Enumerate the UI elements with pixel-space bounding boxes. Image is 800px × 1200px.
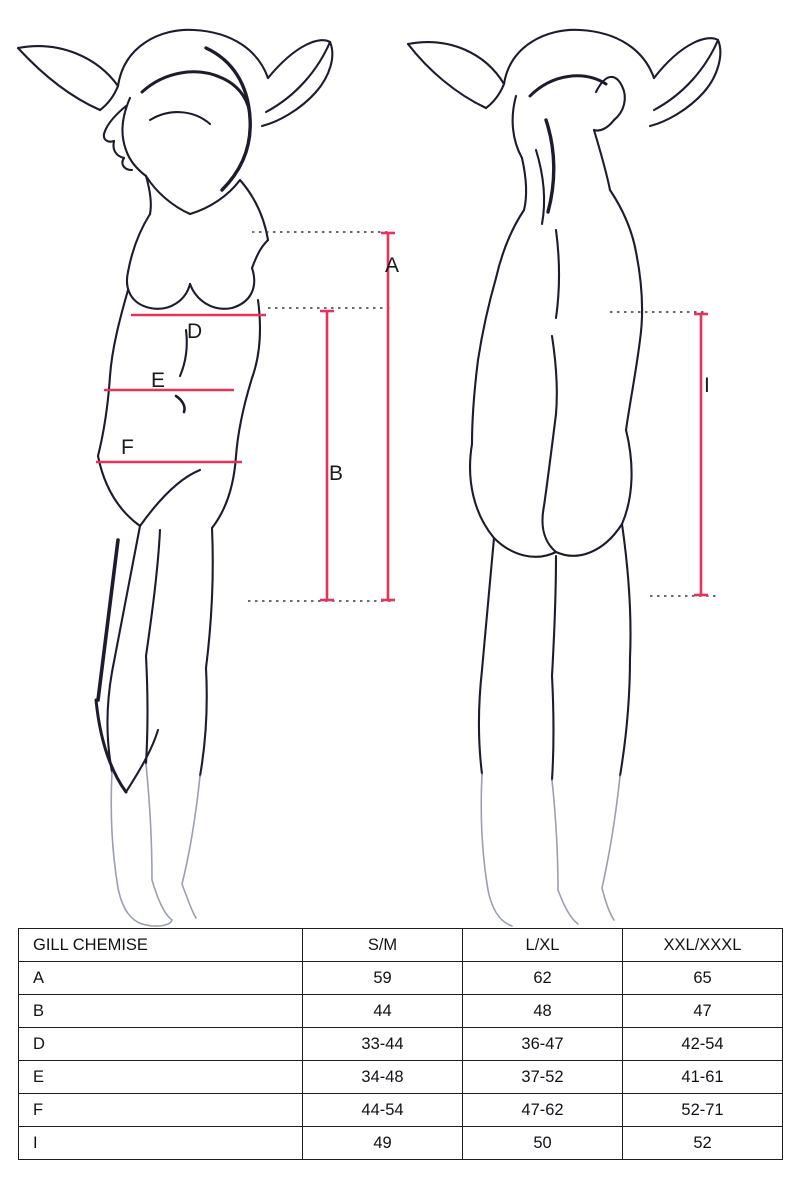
row-label-a: A <box>19 962 303 995</box>
dimension-a <box>381 232 395 601</box>
row-label-b: B <box>19 995 303 1028</box>
row-label-e: E <box>19 1061 303 1094</box>
label-a: A <box>385 254 400 277</box>
front-figure <box>18 30 332 926</box>
label-b: B <box>329 462 344 485</box>
table-row <box>19 1127 783 1160</box>
cell-d-sm: 33-44 <box>303 1028 463 1061</box>
cell-d-lxl: 36-47 <box>463 1028 623 1061</box>
cell-b-sm: 44 <box>303 995 463 1028</box>
table-row <box>19 1028 783 1061</box>
cell-a-xxl: 65 <box>623 962 783 995</box>
label-e: E <box>151 369 166 392</box>
cell-a-lxl: 62 <box>463 962 623 995</box>
size-table <box>18 928 783 1160</box>
cell-e-sm: 34-48 <box>303 1061 463 1094</box>
back-figure <box>408 30 720 926</box>
cell-i-sm: 49 <box>303 1127 463 1160</box>
cell-b-xxl: 47 <box>623 995 783 1028</box>
cell-d-xxl: 42-54 <box>623 1028 783 1061</box>
label-i: I <box>704 374 710 397</box>
table-header-size-lxl: L/XL <box>463 929 623 962</box>
table-header-size-xxl: XXL/XXXL <box>623 929 783 962</box>
table-row <box>19 962 783 995</box>
cell-b-lxl: 48 <box>463 995 623 1028</box>
table-header-size-sm: S/M <box>303 929 463 962</box>
row-label-f: F <box>19 1094 303 1127</box>
label-f: F <box>121 436 134 459</box>
cell-e-xxl: 41-61 <box>623 1061 783 1094</box>
cell-i-xxl: 52 <box>623 1127 783 1160</box>
table-row <box>19 995 783 1028</box>
table-header-product: GILL CHEMISE <box>19 929 303 962</box>
table-row <box>19 1094 783 1127</box>
cell-e-lxl: 37-52 <box>463 1061 623 1094</box>
dimension-b <box>320 310 334 601</box>
table-header-row <box>19 929 783 962</box>
cell-f-xxl: 52-71 <box>623 1094 783 1127</box>
cell-f-sm: 44-54 <box>303 1094 463 1127</box>
label-d: D <box>187 320 203 343</box>
cell-f-lxl: 47-62 <box>463 1094 623 1127</box>
cell-i-lxl: 50 <box>463 1127 623 1160</box>
row-label-i: I <box>19 1127 303 1160</box>
row-label-d: D <box>19 1028 303 1061</box>
table-row <box>19 1061 783 1094</box>
cell-a-sm: 59 <box>303 962 463 995</box>
dimension-i <box>694 313 708 596</box>
